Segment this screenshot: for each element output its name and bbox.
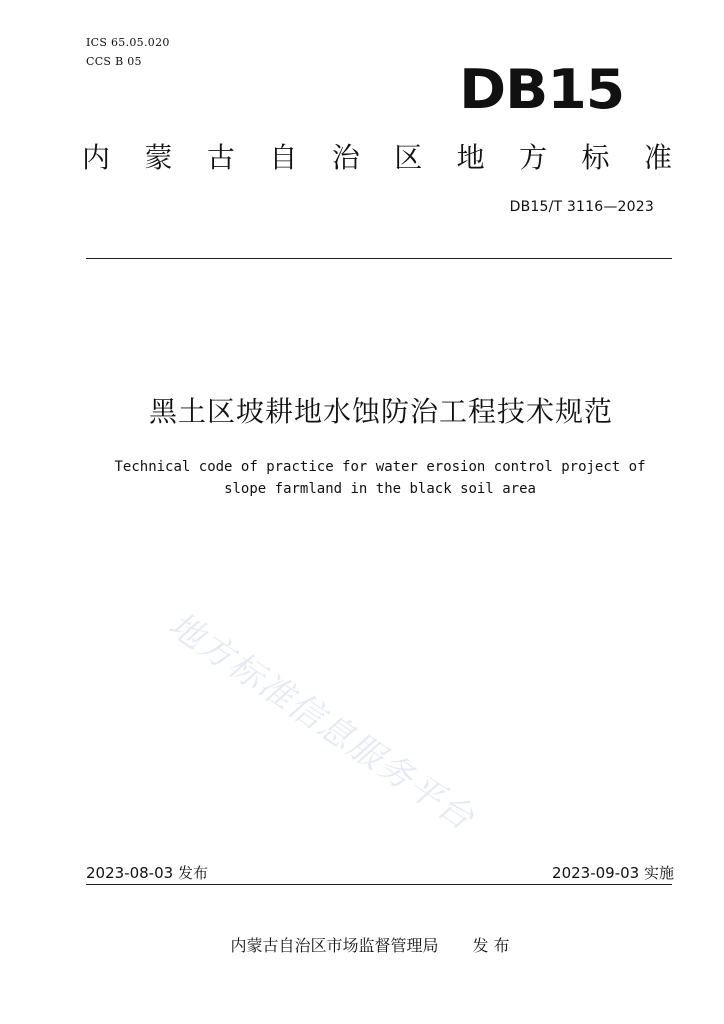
standard-type-char: 地 [456, 141, 485, 174]
standard-type-char: 方 [519, 141, 548, 174]
title-english-line: Technical code of practice for water erosion control project of [114, 459, 646, 475]
standard-type-char: 准 [643, 141, 672, 174]
standard-type-char: 内 [82, 141, 111, 174]
standard-type-char: 蒙 [144, 141, 173, 174]
top-divider [86, 258, 672, 259]
publisher-line [0, 935, 724, 957]
standard-type-char: 治 [331, 141, 360, 174]
title-english-line: slope farmland in the black soil area [224, 481, 536, 497]
standard-type-heading [82, 138, 672, 178]
standard-type-char: 标 [581, 141, 610, 174]
title-chinese: 黑土区坡耕地水蚀防治工程技术规范 [148, 395, 613, 428]
standard-number: DB15/T 3116—2023 [509, 199, 654, 215]
ics-code: ICS 65.05.020 [86, 36, 170, 49]
ccs-code: CCS B 05 [86, 55, 142, 68]
title-english [100, 456, 660, 500]
standard-type-char: 自 [269, 141, 298, 174]
watermark-text: 地方标准信息服务平台 [161, 604, 482, 840]
standard-type-char: 古 [206, 141, 235, 174]
publisher-action: 发 布 [472, 936, 510, 955]
standard-type-char: 区 [394, 141, 423, 174]
publisher-name: 内蒙古自治区市场监督管理局 [230, 936, 439, 955]
implementation-date: 2023-09-03 实施 [552, 864, 674, 882]
db15-logo: DB15 [459, 58, 624, 121]
bottom-divider [86, 884, 672, 885]
issue-date: 2023-08-03 发布 [86, 864, 208, 882]
